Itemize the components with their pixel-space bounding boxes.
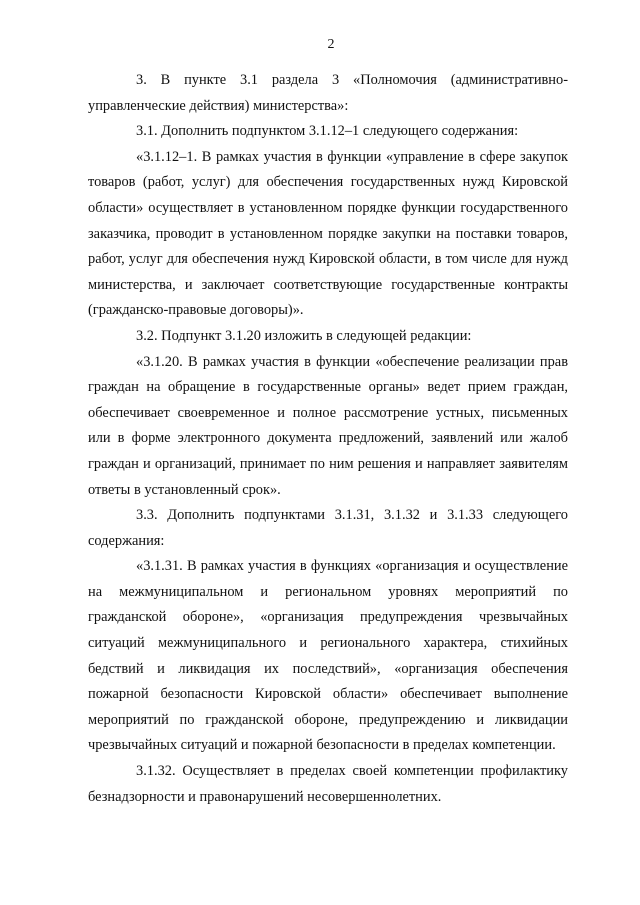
paragraph-3-1-12-1: «3.1.12–1. В рамках участия в функции «управление в сфере закупок товаров (работ, услуг) для обеспечения государственных нужд Кировской области» осуществляет в установленном порядке функции государственного заказчика, проводит в установленном порядке закупки на поставки товаров, работ, услуг для обеспечения нужд Кировской области, в том числе для нужд министерства, и заключает соответствующие государственные контракты (гражданско-правовые договоры)». bbox=[88, 148, 568, 319]
paragraph-3-1-20: «3.1.20. В рамках участия в функции «обеспечение реализации прав граждан на обращение в государственные органы» ведет прием граждан, обеспечивает своевременное и полное рассмотрение устных, письменных или в форме электронного документа предложений, заявлений или жалоб граждан и организаций, принимает по ним решения и направляет заявителям ответы в установленный срок». bbox=[88, 353, 568, 498]
page-number: 2 bbox=[327, 37, 335, 52]
paragraph-item-3: 3. В пункте 3.1 раздела 3 «Полномочия (административно-управленческие действия) министерства»: bbox=[88, 72, 568, 114]
paragraph-3-3: 3.3. Дополнить подпунктами 3.1.31, 3.1.32 и 3.1.33 следующего содержания: bbox=[88, 507, 568, 549]
paragraph-3-2: 3.2. Подпункт 3.1.20 изложить в следующей редакции: bbox=[136, 327, 472, 344]
paragraph-3-1-32: 3.1.32. Осуществляет в пределах своей компетенции профилактику безнадзорности и правонарушений несовершеннолетних. bbox=[88, 763, 568, 805]
document-page bbox=[88, 36, 568, 810]
paragraph-3-1: 3.1. Дополнить подпунктом 3.1.12–1 следующего содержания: bbox=[136, 123, 519, 140]
paragraph-3-1-31: «3.1.31. В рамках участия в функциях «организация и осуществление на межмуниципальном и региональном уровнях мероприятий по гражданской обороне», «организация предупреждения чрезвычайных ситуаций межмуниципального и регионального характера, стихийных бедствий и ликвидация их последствий», «организация обеспечения пожарной безопасности Кировской области» обеспечивает выполнение мероприятий по гражданской обороне, предупреждению и ликвидации чрезвычайных ситуаций и пожарной безопасности в пределах компетенции. bbox=[88, 558, 568, 754]
